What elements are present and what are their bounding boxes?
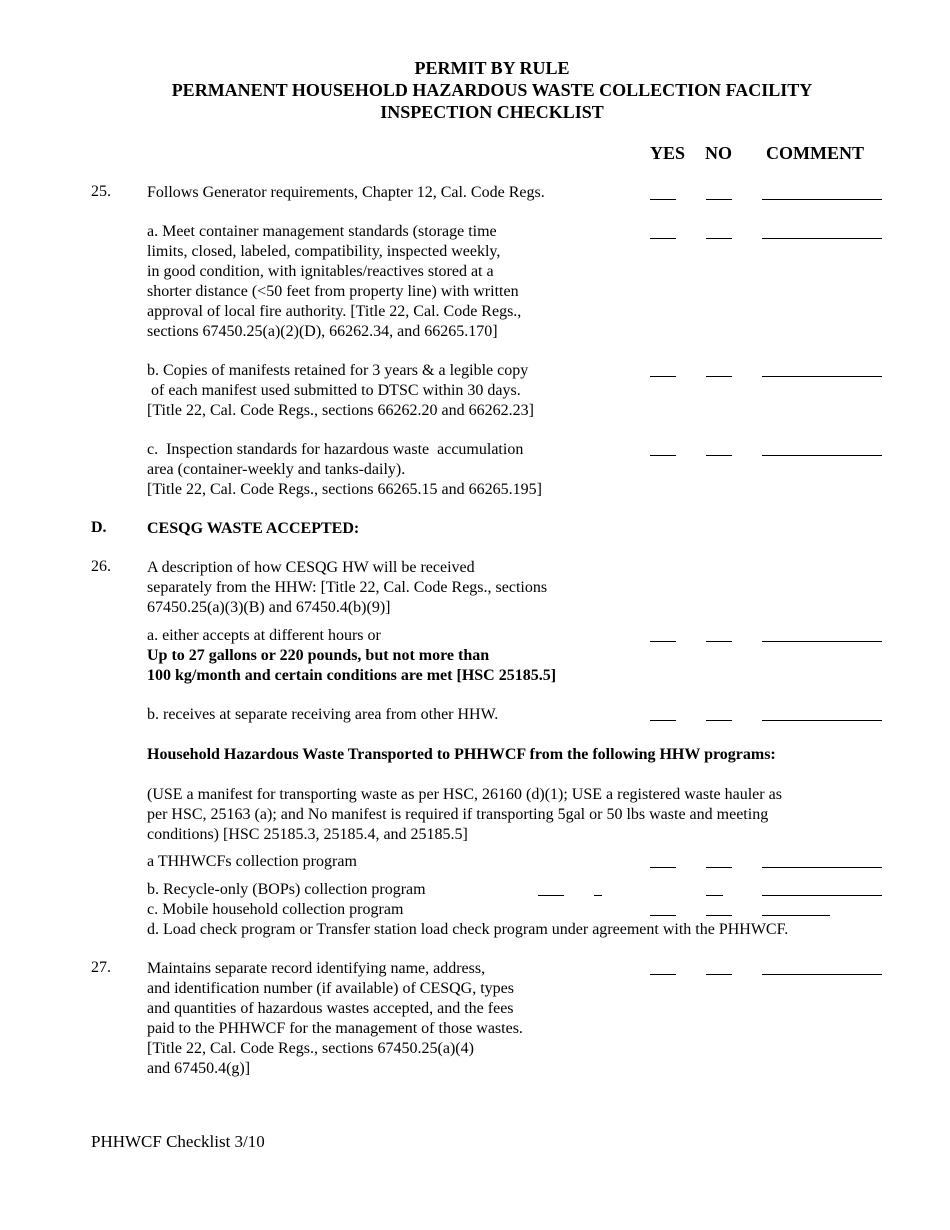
title-line-1: PERMIT BY RULE — [414, 58, 570, 78]
item-25b-yes-blank[interactable] — [650, 376, 676, 377]
transport-heading: Household Hazardous Waste Transported to PHHWCF from the following HHW programs: — [147, 746, 776, 763]
program-c-text: c. Mobile household collection program — [147, 901, 404, 918]
item-27-line: Maintains separate record identifying name, address, — [147, 960, 486, 977]
item-27-comment-blank[interactable] — [762, 974, 882, 975]
column-yes-header: YES — [650, 143, 686, 163]
program-b-text: b. Recycle-only (BOPs) collection program — [147, 881, 426, 898]
item-27-line: [Title 22, Cal. Code Regs., sections 67450.25(a)(4) — [147, 1040, 474, 1057]
item-27-number: 27. — [91, 959, 111, 976]
item-25-text: Follows Generator requirements, Chapter 12, Cal. Code Regs. — [147, 184, 545, 201]
item-27-line: paid to the PHHWCF for the management of those wastes. — [147, 1020, 523, 1037]
item-25b-line: b. Copies of manifests retained for 3 years & a legible copy — [147, 362, 529, 379]
item-25c-yes-blank[interactable] — [650, 455, 676, 456]
item-26-number: 26. — [91, 558, 111, 575]
item-26b-yes-blank[interactable] — [650, 720, 676, 721]
program-b-mark-blank[interactable] — [706, 895, 723, 896]
item-26b-comment-blank[interactable] — [762, 720, 882, 721]
item-27-line: and 67450.4(g)] — [147, 1060, 251, 1077]
program-b-yes-blank[interactable] — [538, 895, 564, 896]
program-b-no-blank[interactable] — [594, 895, 602, 896]
item-26a-text: a. either accepts at different hours or — [147, 627, 381, 644]
item-26a-no-blank[interactable] — [706, 641, 732, 642]
column-comment-header: COMMENT — [766, 143, 864, 163]
item-25c-comment-blank[interactable] — [762, 455, 882, 456]
item-27-line: and quantities of hazardous wastes accepted, and the fees — [147, 1000, 514, 1017]
program-a-text: a THHWCFs collection program — [147, 853, 357, 870]
item-25c-line: area (container-weekly and tanks-daily). — [147, 461, 406, 478]
item-25a-line: approval of local fire authority. [Title 22, Cal. Code Regs., — [147, 303, 522, 320]
item-25b-comment-blank[interactable] — [762, 376, 882, 377]
item-25c-line: c. Inspection standards for hazardous waste accumulation — [147, 441, 524, 458]
title-line-2: PERMANENT HOUSEHOLD HAZARDOUS WASTE COLLECTION FACILITY — [171, 80, 813, 100]
column-no-header: NO — [705, 143, 732, 163]
transport-note-line: per HSC, 25163 (a); and No manifest is required if transporting 5gal or 50 lbs waste and meeting — [147, 806, 769, 823]
item-26-intro-line: A description of how CESQG HW will be received — [147, 559, 475, 576]
program-b-comment-blank[interactable] — [762, 895, 882, 896]
item-25a-line: sections 67450.25(a)(2)(D), 66262.34, and 66265.170] — [147, 323, 498, 340]
item-27-no-blank[interactable] — [706, 974, 732, 975]
program-c-yes-blank[interactable] — [650, 915, 676, 916]
section-d-letter: D. — [91, 519, 107, 536]
item-25-comment-blank[interactable] — [762, 199, 882, 200]
item-26a-bold-line: 100 kg/month and certain conditions are met [HSC 25185.5] — [147, 667, 557, 684]
item-26a-comment-blank[interactable] — [762, 641, 882, 642]
item-25a-line: shorter distance (<50 feet from property line) with written — [147, 283, 519, 300]
item-25b-line: [Title 22, Cal. Code Regs., sections 66262.20 and 66262.23] — [147, 402, 534, 419]
item-25b-line: of each manifest used submitted to DTSC within 30 days. — [147, 382, 521, 399]
item-26b-text: b. receives at separate receiving area from other HHW. — [147, 706, 499, 723]
item-25a-yes-blank[interactable] — [650, 238, 676, 239]
item-25-no-blank[interactable] — [706, 199, 732, 200]
item-25-number: 25. — [91, 183, 111, 200]
title-line-3: INSPECTION CHECKLIST — [380, 102, 604, 122]
item-27-line: and identification number (if available) of CESQG, types — [147, 980, 515, 997]
transport-note-line: (USE a manifest for transporting waste as per HSC, 26160 (d)(1); USE a registered waste hauler as — [147, 786, 782, 803]
program-a-no-blank[interactable] — [706, 867, 732, 868]
program-a-comment-blank[interactable] — [762, 867, 882, 868]
section-d-title: CESQG WASTE ACCEPTED: — [147, 520, 360, 537]
item-25-yes-blank[interactable] — [650, 199, 676, 200]
transport-note-line: conditions) [HSC 25185.3, 25185.4, and 25185.5] — [147, 826, 468, 843]
item-26-intro-line: separately from the HHW: [Title 22, Cal. Code Regs., sections — [147, 579, 548, 596]
item-26a-yes-blank[interactable] — [650, 641, 676, 642]
item-25c-line: [Title 22, Cal. Code Regs., sections 66265.15 and 66265.195] — [147, 481, 542, 498]
program-a-yes-blank[interactable] — [650, 867, 676, 868]
item-27-yes-blank[interactable] — [650, 974, 676, 975]
item-25b-no-blank[interactable] — [706, 376, 732, 377]
item-25a-no-blank[interactable] — [706, 238, 732, 239]
item-25a-line: in good condition, with ignitables/reactives stored at a — [147, 263, 494, 280]
program-d-text: d. Load check program or Transfer station load check program under agreement with the PHHWCF. — [147, 921, 789, 938]
item-25a-line: a. Meet container management standards (storage time — [147, 223, 497, 240]
item-26-intro-line: 67450.25(a)(3)(B) and 67450.4(b)(9)] — [147, 599, 391, 616]
item-26b-no-blank[interactable] — [706, 720, 732, 721]
item-25a-comment-blank[interactable] — [762, 238, 882, 239]
page-footer: PHHWCF Checklist 3/10 — [91, 1132, 265, 1151]
program-c-comment-blank[interactable] — [762, 915, 830, 916]
program-c-no-blank[interactable] — [706, 915, 732, 916]
item-26a-bold-line: Up to 27 gallons or 220 pounds, but not more than — [147, 647, 490, 664]
item-25a-line: limits, closed, labeled, compatibility, inspected weekly, — [147, 243, 501, 260]
item-25c-no-blank[interactable] — [706, 455, 732, 456]
